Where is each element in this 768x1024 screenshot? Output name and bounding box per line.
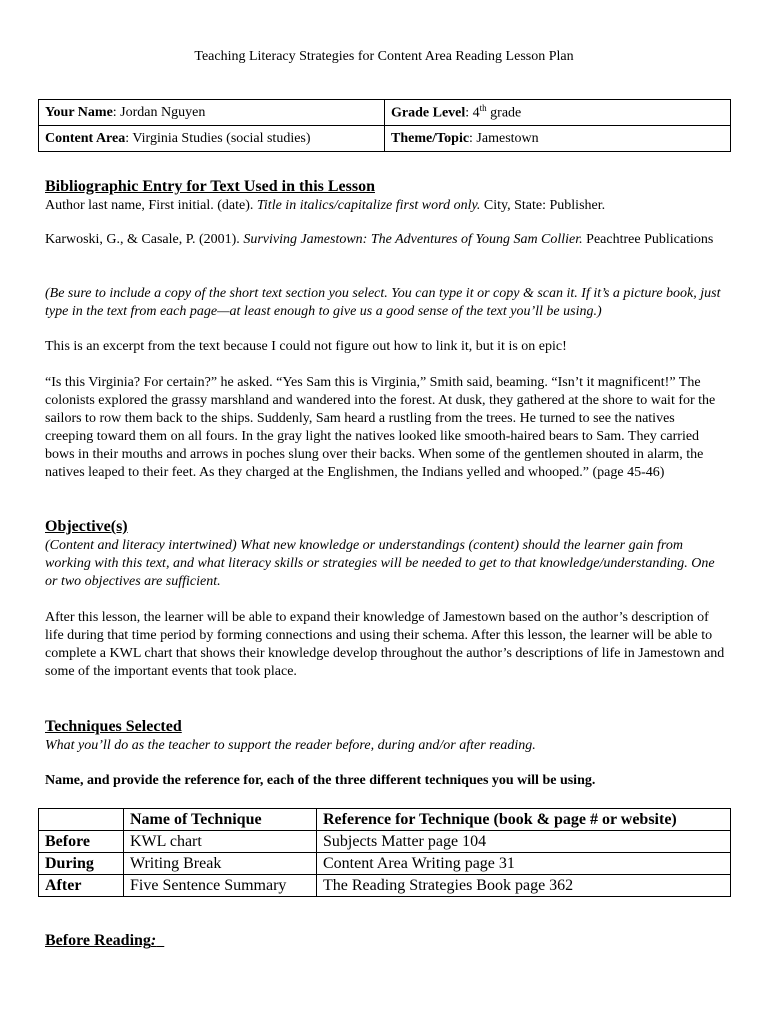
techniques-instruction: Name, and provide the reference for, each of the three different techniques you will be using. [45,773,596,788]
before-reading-label: Before Reading [45,932,151,949]
text-note: (Be sure to include a copy of the short text section you select. You can type it or copy & scan it. If it’s a picture book, just type in the text from each page—at least enough to give us a good sense of the text you’ll be using.) [45,286,721,319]
objectives-prompt: (Content and literacy intertwined) What new knowledge or understandings (content) should the learner gain from working with this text, and what literacy skills or strategies will be needed to get to that knowledge/understanding. One or two objectives are sufficient. [45,538,715,589]
header-cell: Name of Technique [124,809,317,831]
reference-cell: Content Area Writing page 31 [317,853,731,875]
teacher-info-table [38,99,731,152]
techniques-prompt: What you’ll do as the teacher to support the reader before, during and/or after reading. [45,738,536,753]
theme-label: Theme/Topic [391,130,470,146]
theme-value: : Jamestown [469,130,539,146]
excerpt-text: “Is this Virginia? For certain?” he asked. “Yes Sam this is Virginia,” Smith said, beaming. “Isn’t it magnificent!” The colonists explored the grassy marshland and wandered into the forest. At dusk, they gathered at the shore to wait for the sailors to row them back to the ships. Suddenly, Sam heard a rustling from the trees. He turned to see the natives creeping toward them on all fours. In the gray light the natives looked like smooth-haired bears to Sam. They carried bows in their mouths and arrows in poches slung over their backs. When some of the gentlemen shouted in alarm, the natives leaped to their feet. As they charged at the Englishmen, the Indians yelled and whooped.” (page 45-46) [45,375,716,480]
info-row [39,100,731,126]
reference-cell: Subjects Matter page 104 [317,831,731,853]
objectives-heading: Objective(s) [45,518,128,535]
table-header-row [39,809,731,831]
grade-superscript: th [479,103,487,114]
document-title: Teaching Literacy Strategies for Content Area Reading Lesson Plan [194,49,574,64]
bibliography-section [45,177,725,215]
phase-cell: During [39,853,124,875]
before-reading-colon: : [150,932,157,949]
techniques-heading: Techniques Selected [45,718,182,735]
grade-cell [385,100,731,126]
techniques-section [45,717,725,755]
name-value: : Jordan Nguyen [112,104,206,120]
phase-cell: Before [39,831,124,853]
header-cell: Reference for Technique (book & page # or website) [317,809,731,831]
content-area-label: Content Area [45,130,126,146]
entry-title: Surviving Jamestown: The Adventures of Young Sam Collier. [243,232,583,247]
format-text: City, State: Publisher. [480,198,606,213]
objectives-answer: After this lesson, the learner will be able to expand their knowledge of Jamestown based on the author’s description of life during that time period by forming connections and using their schema. After this lesson, the learner will be able to complete a KWL chart that shows their knowledge develop throughout the author’s descriptions of life in Jamestown and some of the important events that took place. [45,610,725,679]
technique-name-cell: Five Sentence Summary [124,875,317,897]
before-reading-heading [45,932,164,950]
format-text: Author last name, First initial. (date). [45,198,257,213]
format-italic: Title in italics/capitalize first word only. [256,198,481,213]
table-row [39,853,731,875]
technique-name-cell: Writing Break [124,853,317,875]
techniques-table [38,808,731,897]
phase-cell: After [39,875,124,897]
content-area-value: : Virginia Studies (social studies) [125,130,311,146]
table-row [39,831,731,853]
reference-cell: The Reading Strategies Book page 362 [317,875,731,897]
bibliography-heading: Bibliographic Entry for Text Used in this Lesson [45,178,375,195]
bibliography-format [45,197,725,215]
technique-name-cell: KWL chart [124,831,317,853]
name-cell [39,100,385,126]
grade-value-suffix: grade [486,105,522,121]
excerpt-intro: This is an excerpt from the text because I could not figure out how to link it, but it is on epic! [45,339,567,354]
theme-cell [385,126,731,152]
name-label: Your Name [45,104,113,120]
grade-label: Grade Level [391,105,466,121]
info-row [39,126,731,152]
entry-publisher: Peachtree Publications [582,232,714,247]
content-area-cell [39,126,385,152]
bibliography-entry [45,231,725,249]
entry-authors: Karwoski, G., & Casale, P. (2001). [45,232,244,247]
grade-value-prefix: : 4 [465,105,480,121]
table-row [39,875,731,897]
objectives-section [45,517,725,591]
header-cell [39,809,124,831]
